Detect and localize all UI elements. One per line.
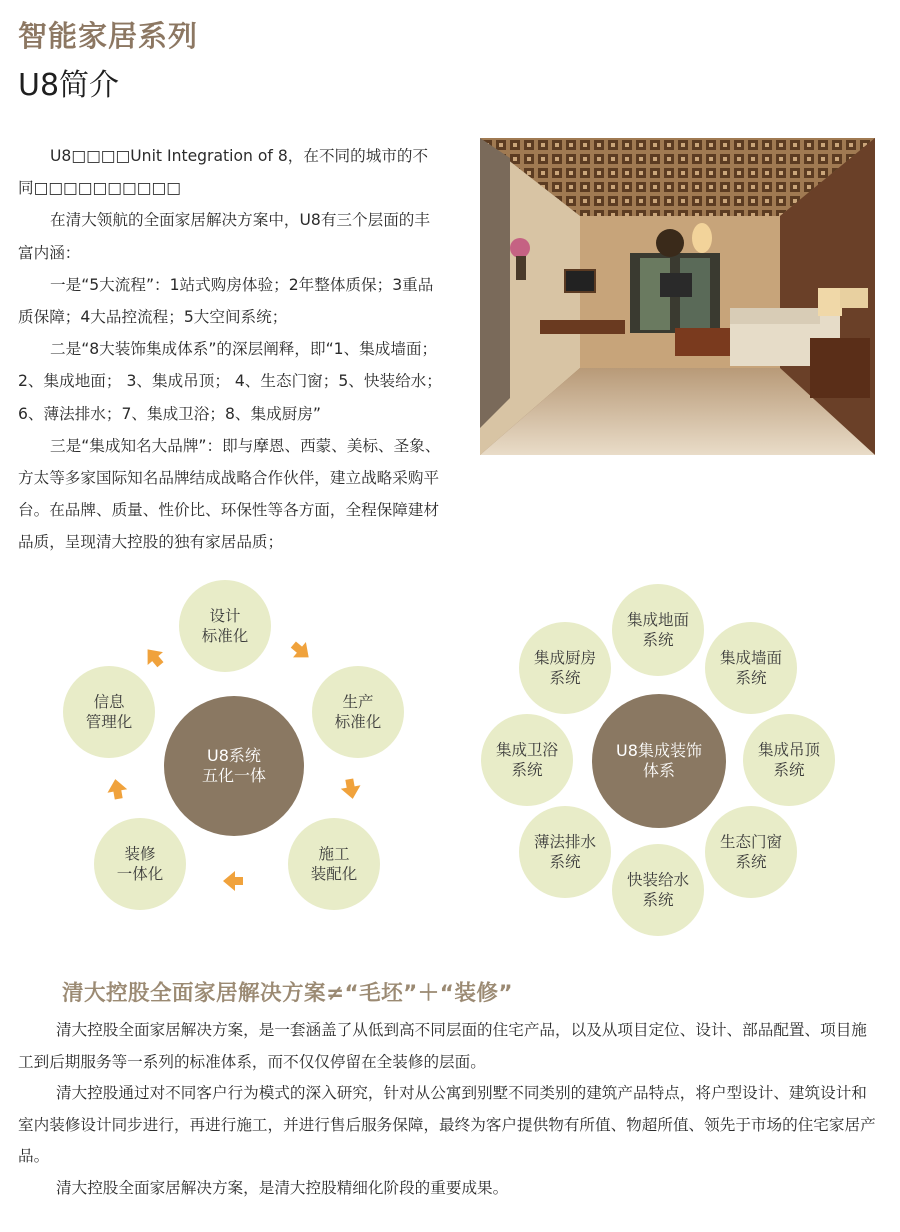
arrow-icon bbox=[139, 642, 170, 673]
node-thin-drainage: 薄法排水 系统 bbox=[519, 806, 611, 898]
node-design-standardization: 设计 标准化 bbox=[179, 580, 271, 672]
bottom-text bbox=[18, 1015, 882, 1204]
series-title: 智能家居系列 bbox=[18, 19, 199, 53]
node-production-standardization: 生产 标准化 bbox=[312, 666, 404, 758]
solution-heading: 清大控股全面家居解决方案≠“毛坯”＋“装修” bbox=[62, 981, 514, 1006]
node-quick-water-supply: 快装给水 系统 bbox=[612, 844, 704, 936]
intro-paragraph-5: 三是“集成知名大品牌”：即与摩恩、西蒙、美标、圣象、方太等多家国际知名品牌结成战略合作伙伴，建立战略采购平台。在品牌、质量、性价比、环保性等各方面，全程保障建材品质，呈现清大控股的独有家居品质； bbox=[18, 436, 441, 552]
intro-paragraph-4: 二是“8大装饰集成体系”的深层阐释，即“1、集成墙面； 2、集成地面； 3、集成吊顶； 4、生态门窗；5、快装给水；6、薄法排水；7、集成卫浴；8、集成厨房” bbox=[18, 340, 442, 423]
arrow-icon bbox=[104, 776, 129, 801]
node-construction-assembly: 施工 装配化 bbox=[288, 818, 380, 910]
node-eco-doors-windows: 生态门窗 系统 bbox=[705, 806, 797, 898]
node-integrated-wall: 集成墙面 系统 bbox=[705, 622, 797, 714]
u8-system-center: U8系统 五化一体 bbox=[164, 696, 304, 836]
arrow-icon bbox=[222, 870, 244, 892]
bottom-paragraph-3: 清大控股全面家居解决方案，是清大控股精细化阶段的重要成果。 bbox=[56, 1178, 509, 1197]
node-integrated-floor: 集成地面 系统 bbox=[612, 584, 704, 676]
node-integrated-kitchen: 集成厨房 系统 bbox=[519, 622, 611, 714]
node-integrated-ceiling: 集成吊顶 系统 bbox=[743, 714, 835, 806]
intro-paragraph-3: 一是“5大流程”：1站式购房体验；2年整体质保；3重品质保障；4大品控流程；5大空间系统； bbox=[18, 275, 434, 327]
page-title: U8简介 bbox=[18, 68, 120, 103]
arrow-icon bbox=[286, 636, 317, 667]
intro-paragraph-1: U8□□□□Unit Integration of 8，在不同的城市的不同□□□□□□□□□□ bbox=[18, 147, 429, 198]
node-information-management: 信息 管理化 bbox=[63, 666, 155, 758]
arrow-icon bbox=[338, 776, 363, 801]
node-decoration-integration: 装修 一体化 bbox=[94, 818, 186, 910]
intro-paragraph-2: 在清大领航的全面家居解决方案中，U8有三个层面的丰富内涵： bbox=[18, 211, 430, 262]
u8-decoration-system-center: U8集成装饰 体系 bbox=[592, 694, 726, 828]
bottom-paragraph-1: 清大控股全面家居解决方案，是一套涵盖了从低到高不同层面的住宅产品，以及从项目定位、设计、部品配置、项目施工到后期服务等一系列的标准体系，而不仅仅停留在全装修的层面。 bbox=[18, 1021, 867, 1071]
bottom-paragraph-2: 清大控股通过对不同客户行为模式的深入研究，针对从公寓到别墅不同类别的建筑产品特点，将户型设计、建筑设计和室内装修设计同步进行，再进行施工，并进行售后服务保障，最终为客户提供物有所值、物超所值、领先于市场的住宅家居产品。 bbox=[18, 1084, 876, 1165]
intro-text bbox=[18, 140, 443, 559]
node-integrated-bathroom: 集成卫浴 系统 bbox=[481, 714, 573, 806]
living-room-photo bbox=[480, 138, 875, 455]
